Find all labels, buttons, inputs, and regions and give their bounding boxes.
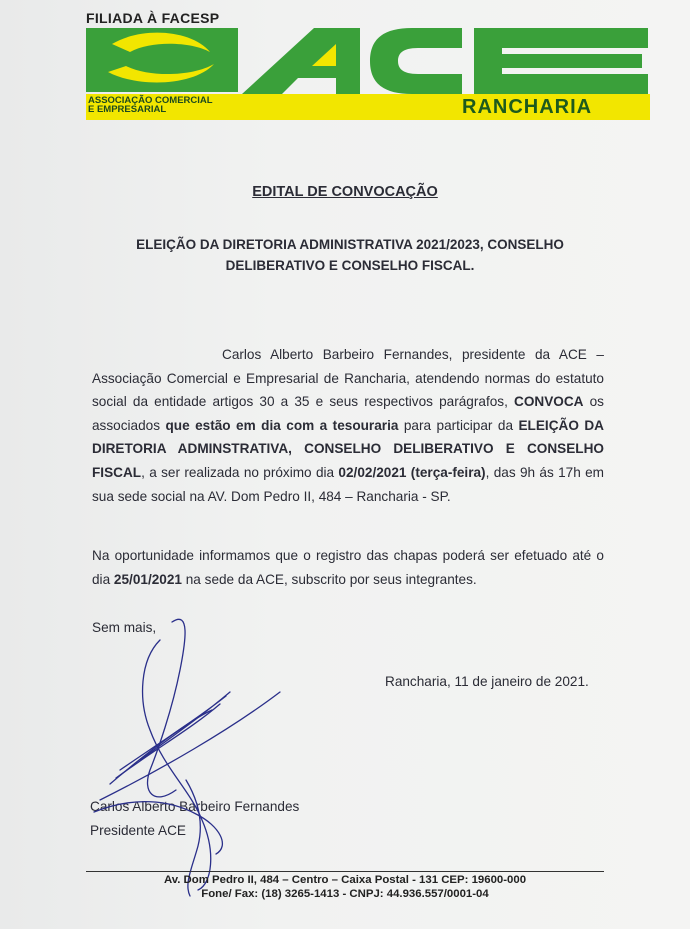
par1-text-2: os associados: [92, 394, 604, 433]
association-name-line1: ASSOCIAÇÃO COMERCIAL: [88, 95, 213, 106]
logo-letter-e: [474, 28, 648, 94]
footer-divider: [86, 871, 604, 872]
par1-text-4: , a ser realizada no próximo dia: [141, 464, 339, 480]
signature-stroke-1: [148, 619, 186, 797]
par1-bold-tesouraria: que estão em dia com a tesouraria: [165, 417, 399, 433]
par1-bold-eleicao: ELEIÇÃO DA DIRETORIA ADMINSTRATIVA, CONSELHO DELIBERATIVO E CONSELHO FISCAL: [92, 417, 604, 480]
handwritten-signature: [80, 600, 340, 900]
footer-contact: Fone/ Fax: (18) 3265-1413 - CNPJ: 44.936.557/0001-04: [201, 888, 489, 900]
par2-text-2: na sede da ACE, subscrito por seus integrantes.: [181, 571, 477, 587]
signature-stroke-2: [143, 640, 211, 890]
closing-text: Sem mais,: [92, 620, 157, 635]
place-date: Rancharia, 11 de janeiro de 2021.: [385, 674, 589, 689]
footer-address: Av. Dom Pedro II, 484 – Centro – Caixa Postal - 131 CEP: 19600-000: [163, 874, 527, 886]
signatory-role: Presidente ACE: [90, 823, 186, 838]
association-name-line2: E EMPRESARIAL: [88, 104, 167, 115]
par1-bold-convoca: CONVOCA: [514, 394, 584, 410]
city-label: RANCHARIA: [462, 96, 593, 118]
logo-letter-c: [370, 28, 462, 94]
association-name: [88, 96, 213, 114]
convocation-paragraph: [92, 343, 604, 508]
par1-text-3: para participar da: [398, 417, 519, 433]
filiada-label: FILIADA À FACESP: [86, 10, 220, 26]
signatory-name: Carlos Alberto Barbeiro Fernandes: [90, 799, 300, 814]
document-subtitle: [100, 234, 600, 276]
signature-stroke-4: [116, 692, 230, 778]
document-title: EDITAL DE CONVOCAÇÃO: [252, 184, 438, 200]
par2-text-1: Na oportunidade informamos que o registro das chapas poderá ser efetuado até o dia: [92, 548, 604, 587]
subtitle-line2: DELIBERATIVO E CONSELHO FISCAL.: [225, 258, 475, 273]
signature-stroke-5: [100, 692, 280, 800]
par1-text-5: , das 9h ás 17h em sua sede social na AV. Dom Pedro II, 484 – Rancharia - SP.: [92, 464, 604, 504]
subtitle-line1: ELEIÇÃO DA DIRETORIA ADMINISTRATIVA 2021/2023, CONSELHO: [136, 237, 564, 252]
par1-text-1: Carlos Alberto Barbeiro Fernandes, presidente da ACE – Associação Comercial e Empresarial de Rancharia, atendendo normas do estatuto social da entidade artigos 30 a 35 e seus respectivos parágrafos,: [92, 347, 604, 410]
registration-paragraph: [92, 544, 604, 591]
signature-stroke-3: [110, 710, 212, 784]
par2-bold-date: 25/01/2021: [113, 571, 182, 587]
logo-letter-a: [242, 28, 360, 94]
par1-bold-date: 02/02/2021 (terça-feira): [338, 464, 486, 480]
